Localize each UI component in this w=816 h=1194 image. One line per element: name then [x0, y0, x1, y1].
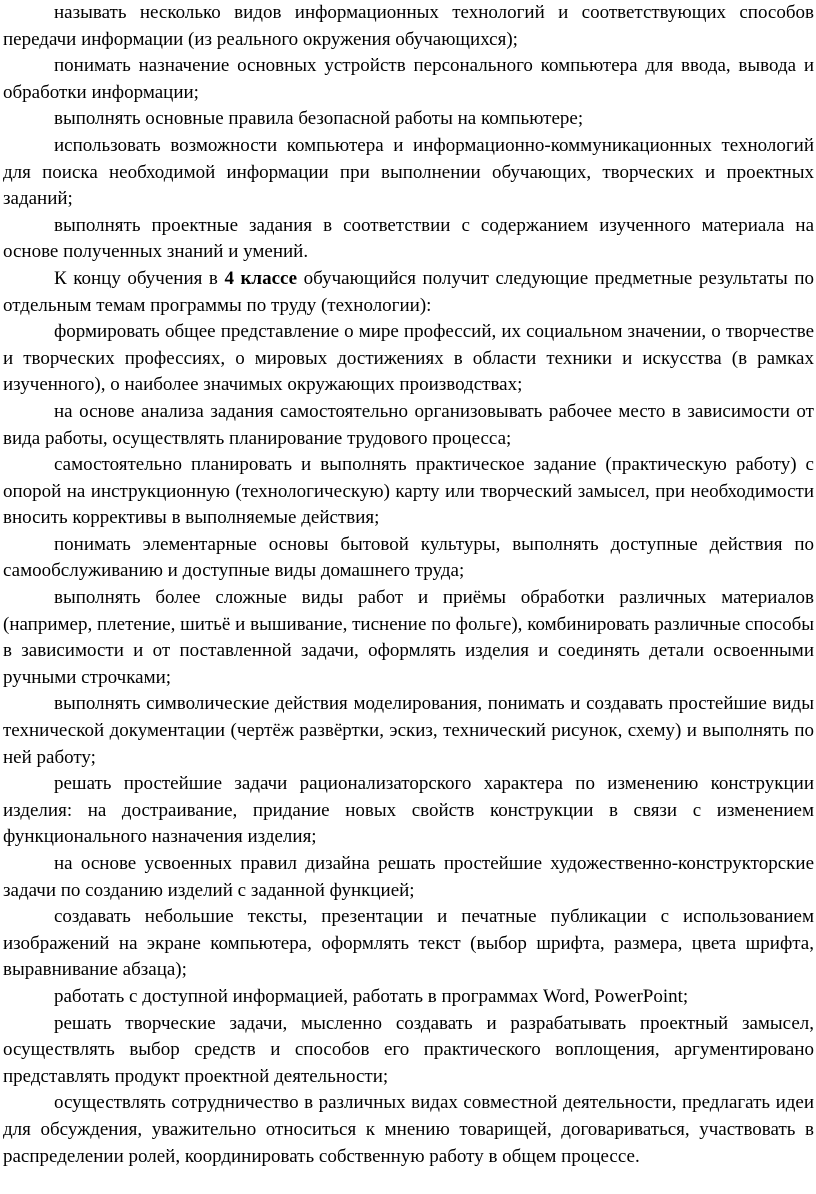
result-texts-presentations: создавать небольшие тексты, презентации и печатные публикации с использованием изображений на экране компьютера, оформлять текст (выбор шрифта, размера, цвета шрифта, выравнивание абзаца); [3, 906, 814, 981]
intro-text-before: К концу обучения в [54, 267, 225, 289]
paragraph-grade4-intro [3, 266, 814, 319]
paragraph-ict-usage: использовать возможности компьютера и информационно-коммуникационных технологий для поиска необходимой информации при выполнении обучающих, творческих и проектных заданий; [3, 134, 814, 210]
result-planning: самостоятельно планировать и выполнять практическое задание (практическую работу) с опорой на инструкционную (технологическую) карту или творческий замысел, при необходимости вносить коррективы в выполняемые действия; [3, 454, 814, 529]
result-word-powerpoint: работать с доступной информацией, работать в программах Word, PowerPoint; [54, 985, 689, 1007]
result-workplace: на основе анализа задания самостоятельно организовывать рабочее место в зависимости от вида работы, осуществлять планирование трудового процесса; [3, 400, 814, 449]
result-professions: формировать общее представление о мире профессий, их социальном значении, о творчестве и творческих профессиях, о мировых достижениях в области техники и искусства (в рамках изученного), о наиболее значимых окружающих производствах; [3, 321, 814, 396]
result-cooperation: осуществлять сотрудничество в различных видах совместной деятельности, предлагать идеи для обсуждения, уважительно относиться к мнению товарищей, договариваться, участвовать в распределении ролей, координировать собственную работу в общем процессе. [3, 1092, 814, 1167]
result-technical-docs: выполнять символические действия моделирования, понимать и создавать простейшие виды технической документации (чертёж развёртки, эскиз, технический рисунок, схему) и выполнять по ней работу; [3, 693, 814, 768]
result-rationalization: решать простейшие задачи рационализаторского характера по изменению конструкции изделия: на достраивание, придание новых свойств конструкции в связи с изменением функционального назначения изделия; [3, 773, 814, 848]
paragraph-it-technologies: называть несколько видов информационных технологий и соответствующих способов передачи информации (из реального окружения обучающихся); [3, 2, 814, 50]
paragraph-project-tasks: выполнять проектные задания в соответствии с содержанием изученного материала на основе полученных знаний и умений. [3, 214, 814, 263]
result-material-processing: выполнять более сложные виды работ и приёмы обработки различных материалов (например, плетение, шитьё и вышивание, тиснение по фольге), комбинировать различные способы в зависимости и от поставленной задачи, оформлять изделия и соединять детали освоенными ручными строчками; [3, 587, 814, 688]
paragraph-computer-devices: понимать назначение основных устройств персонального компьютера для ввода, вывода и обработки информации; [3, 55, 814, 103]
intro-grade-label: 4 классе [224, 267, 298, 289]
result-household-culture: понимать элементарные основы бытовой культуры, выполнять доступные действия по самообслуживанию и доступные виды домашнего труда; [3, 533, 814, 582]
result-creative-tasks: решать творческие задачи, мысленно создавать и разрабатывать проектный замысел, осуществлять выбор средств и способов его практического воплощения, аргументировано представлять продукт проектной деятельности; [3, 1012, 814, 1087]
paragraph-safety-rules: выполнять основные правила безопасной работы на компьютере; [54, 108, 584, 130]
result-design: на основе усвоенных правил дизайна решать простейшие художественно-конструкторские задачи по созданию изделий с заданной функцией; [3, 853, 814, 901]
intro-text-after: обучающийся получит следующие предметные результаты по отдельным темам программы по труду (технологии): [3, 267, 814, 316]
